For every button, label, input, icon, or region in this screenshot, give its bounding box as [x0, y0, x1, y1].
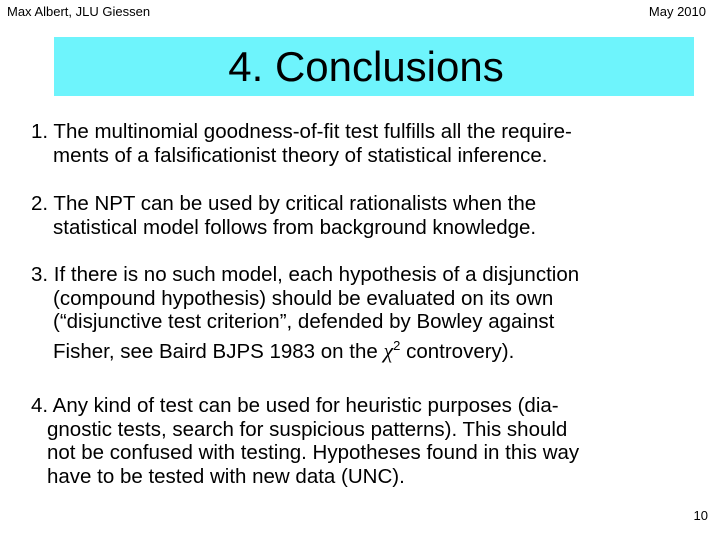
item-4-line-1: 4. Any kind of test can be used for heuristic purposes (dia-: [31, 394, 559, 417]
header-date: May 2010: [648, 4, 706, 19]
page-number: 10: [693, 508, 708, 523]
item-2-line-2: statistical model follows from background knowledge.: [53, 215, 537, 239]
chi-symbol: χ: [383, 337, 394, 363]
item-3-line-4: [31, 334, 681, 364]
conclusion-item-4: [31, 394, 681, 488]
header-author: Max Albert, JLU Giessen: [7, 4, 151, 19]
item-3-line-4-tail: controvery).: [400, 339, 515, 363]
item-3-line-1: 3. If there is no such model, each hypothesis of a disjunction: [31, 263, 580, 286]
item-3-line-4-text: Fisher, see Baird BJPS 1983 on the: [53, 339, 384, 363]
item-3-line-3: (“disjunctive test criterion”, defended by Bowley against: [53, 310, 555, 333]
item-4-line-4: have to be tested with new data (UNC).: [47, 464, 405, 488]
conclusion-item-2: [31, 192, 681, 239]
item-1-line-2: ments of a falsificationist theory of statistical inference.: [53, 143, 548, 167]
slide-title: 4. Conclusions: [228, 42, 504, 90]
item-4-line-2: gnostic tests, search for suspicious patterns). This should: [47, 417, 568, 441]
item-2-line-1: 2. The NPT can be used by critical rationalists when the: [31, 192, 537, 215]
conclusion-item-1: [31, 120, 681, 167]
item-4-line-3: not be confused with testing. Hypotheses found in this way: [47, 441, 580, 464]
chi-superscript: 2: [393, 337, 401, 353]
conclusion-item-3: [31, 263, 681, 363]
item-3-line-2: (compound hypothesis) should be evaluated on its own: [53, 286, 554, 310]
item-1-line-1: 1. The multinomial goodness-of-fit test fulfills all the require-: [31, 120, 572, 143]
title-banner: [54, 37, 694, 96]
